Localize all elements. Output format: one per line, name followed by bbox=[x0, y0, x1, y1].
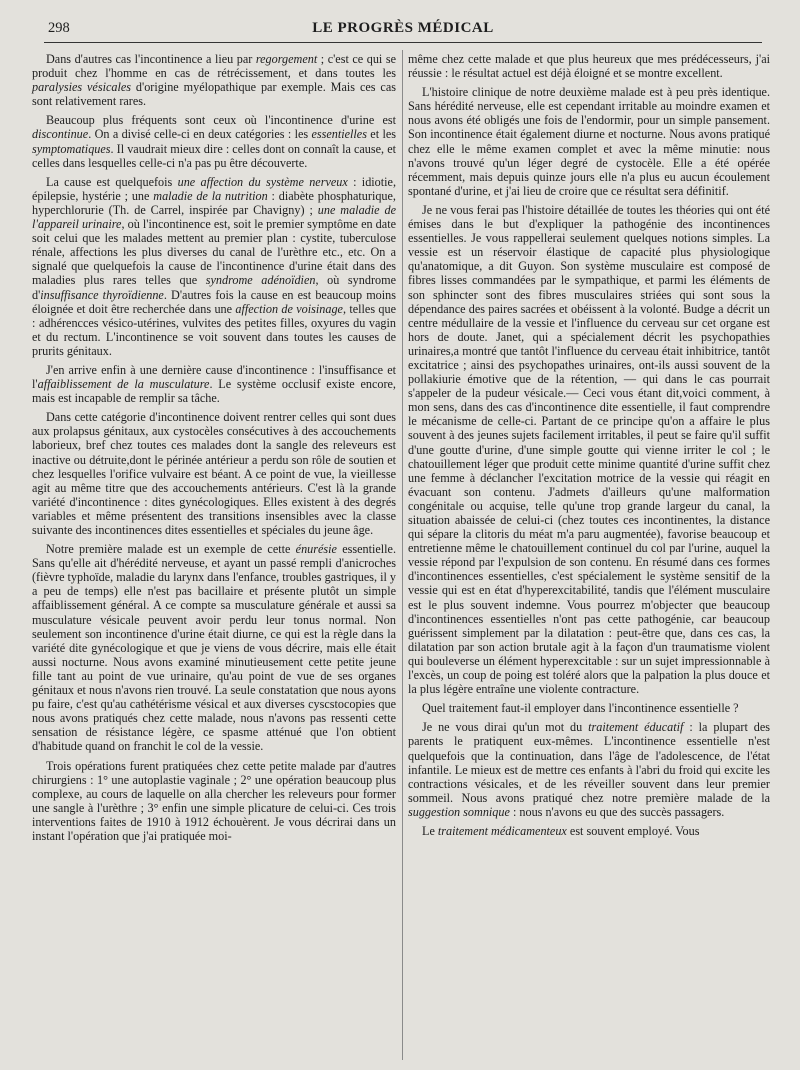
italic-term: essentielles bbox=[311, 127, 367, 142]
italic-term: énurésie bbox=[295, 542, 337, 557]
paragraph: L'histoire clinique de notre deuxième malade est à peu près identique. Sans hérédité nerveuse, elle est cependant irritable au moindre examen et nous avons été obligés une fois de l'endormir, pour un simple pansement. Son incontinence était également diurne et nocturne. Nous avons pratiqué chez elle le même examen complet et avec la même minutie: nous n'avons trouvé qu'un léger degré de cystocèle. Elle a été opérée récemment, mais depuis quinze jours elle n'a plus eu aucun écoulement spontané d'urine, et j'ai lieu de croire que ce résultat sera définitif. bbox=[408, 85, 770, 198]
italic-term: syndrome adénoïdien bbox=[205, 273, 316, 288]
paragraph: Notre première malade est un exemple de cette énurésie essentielle. Sans qu'elle ait d'hérédité nerveuse, et ayant un passé rempli d'anicroches (fièvre typhoïde, maladie du larynx dans l'enfance, troubles gastriques, il y a peu de temps) elle n'est pas bacillaire et présente plutôt un simple affaiblissement général. A ce compte sa musculature générale et aussi sa musculature vésicale peuvent avoir perdu leur tonus normal. Non seulement son incontinence d'urine était diurne, ce qui est la règle dans la variété dite gynécologique et que je viens de vous décrire, mais elle était aussi nocturne. Nous avons examiné minutieusement cette petite jeune fille tant au point de vue urinaire, qu'au point de vue de ses organes génitaux et nous n'avons rien trouvé. La seule constatation que nous ayons pu faire, c'est qu'au cathétérisme vésical et aux diverses cyscstocopies que nous avons pratiqués chez cette malade, nous n'avons pas ressenti cette sensation de résistance légère, ce spasme atténué que l'on obtient d'habitude quand on franchit le col de la vessie. bbox=[32, 542, 396, 754]
paragraph: Je ne vous dirai qu'un mot du traitement éducatif : la plupart des parents le pratiquent eux-mêmes. L'incontinence essentielle n'est quelquefois que la continuation, dans l'âge de l'adolescence, de l'état infantile. Le mieux est de mettre ces enfants à l'abri du froid qui excite les contractions vésicales, et de les réveiller souvent dans leur premier sommeil. Nous avons pratiqué chez notre première malade de la suggestion somnique : nous n'avons eu que des succès passagers. bbox=[408, 720, 771, 819]
paragraph: Quel traitement faut-il employer dans l'incontinence essentielle ? bbox=[422, 701, 739, 716]
italic-term: une maladie de l'appareil urinaire bbox=[32, 202, 396, 232]
paragraph: Trois opérations furent pratiquées chez cette petite malade par d'autres chirurgiens : 1° une autoplastie vaginale ; 2° une opération beaucoup plus complexe, au cours de laquelle on alla chercher les releveurs pour former une sangle à l'urèthre ; 3° enfin une simple plicature de celui-ci. Ces trois interventions faites de 1910 à 1912 échouèrent. Je vous décrirai dans un instant l'opération que j'ai pratiquée moi- bbox=[32, 758, 396, 843]
paragraph: même chez cette malade et que plus heureux que mes prédécesseurs, j'ai réussie : le résultat actuel est déjà éloigné et se montre excellent. bbox=[408, 52, 770, 81]
page-number: 298 bbox=[48, 20, 70, 36]
italic-term: symptomatiques bbox=[32, 141, 111, 156]
italic-term: regorgement bbox=[255, 52, 318, 66]
paragraph: Dans cette catégorie d'incontinence doivent rentrer celles qui sont dues aux prolapsus génitaux, aux cystocèles consécutives à des accouchements laborieux, bref chez toutes ces malades dont la sangle des releveurs est inactive ou détruite,dont le périnée antérieur a perdu son rôle de soutien et chez lesquelles l'orifice vulvaire est béant. A ce point de vue, la vieillesse agit au même titre que des accouchements antérieurs. C'est là la grande variété d'incontinence : dites gynécologiques. Elles existent à des degrés variables et même présentent des transitions insensibles avec la classe suivante des incontinences dites essentielles et spéciales du jeune âge. bbox=[32, 410, 396, 537]
left-column bbox=[32, 52, 396, 843]
italic-term: affaiblissement de la musculature bbox=[37, 377, 210, 392]
paragraph: J'en arrive enfin à une dernière cause d'incontinence : l'insuffisance et l'affaiblissement de la musculature. Le système occlusif existe encore, mais est incapable de remplir sa tâche. bbox=[32, 362, 396, 406]
italic-term: insuffisance thyroïdienne bbox=[40, 287, 164, 302]
right-column bbox=[408, 52, 770, 838]
journal-title: LE PROGRÈS MÉDICAL bbox=[312, 20, 494, 36]
paragraph: Dans d'autres cas l'incontinence a lieu par regorgement ; c'est ce qui se produit chez l'homme en cas de rétrécissement, et dans toutes les paralysies vésicales d'origine myélopathique par exemple. Mais ces cas sont relativement rares. bbox=[32, 52, 396, 109]
paragraph: Le traitement médicamenteux est souvent employé. Vous bbox=[422, 823, 700, 838]
italic-term: paralysies vésicales bbox=[32, 80, 131, 95]
italic-term: traitement médicamenteux bbox=[437, 823, 567, 838]
paragraph: La cause est quelquefois une affection du système nerveux : idiotie, épilepsie, hystérie ; une maladie de la nutrition : diabète phosphaturique, hyperchlorurie (Th. de Carrel, inspirée par Chavigny) ; une maladie de l'appareil urinaire, où l'incontinence est, soit le premier symptôme en date soit celui que les malades mettent au premier plan : cystite, tuberculose rénale, affections les plus diverses du canal de l'urèthre etc., etc. On a signalé que quelquefois la cause de l'incontinence d'urine était dans des maladies plus rares telles que syndrome adénoïdien, où syndrome d'insuffisance thyroïdienne. D'autres fois la cause en est beaucoup moins éloignée et doit être recherchée dans une affection de voisinage, telles que : adhérencces vésico-utérines, vulvites des petites filles, oxyures du vagin et du rectum. L'incontinence se voit souvent dans toutes les causes de prurits génitaux. bbox=[32, 174, 397, 358]
italic-term: une affection du système nerveux bbox=[177, 174, 348, 189]
italic-term: suggestion somnique bbox=[408, 804, 510, 819]
italic-term: maladie de la nutrition bbox=[153, 188, 268, 203]
column-divider bbox=[402, 50, 403, 1060]
paragraph: Je ne vous ferai pas l'histoire détaillée de toutes les théories qui ont été émises dans le but d'expliquer la pathogénie des incontinences essentielles. Je vous rappellerai seulement quelques notions simples. La vessie est un réservoir élastique de capacité plus physiologique qu'anatomique, a dit Guyon. Son système musculaire est composé de fibres lisses commandées par le sympathique, et parmi les éléments de son sphincter sont des fibres musculaires striées qui sont sous la dépendance des paires sacrées et obéissent à la volonté. Budge a décrit un centre médullaire de la vessie et l'influence du cerveau sur cet organe est hors de doute. Janet, qui a spécialement décrit les psychopathies urinaires,a montré que tantôt l'influence du cerveau était inhibitrice, tantôt excitatrice ; ainsi des psychopathes urinaires, ont-ils aussi souvent de la pollakiurie émotive que de la rétention, — qui dans le cas pourrait s'appeler de la pudeur vésicale.— Ceci vous étant dit,voici comment, à mon sens, dans des cas d'incontinence dite essentielle, il faut comprendre le mécanisme de celle-ci. Partant de ce principe qu'on a affaire le plus souvent à des jeunes sujets facilement irritables, il peut se faire qu'il suffit d'une goutte d'urine, d'une simple goutte qui vienne irriter le col ; le chatouillement léger que produit cette minime quantité d'urine suffit chez une femme à déclancher l'excitation motrice de la vessie qui réagit en évacuant son contenu. J'admets d'ailleurs qu'une malformation congénitale ou acquise, telle qu'une trop grande largeur du canal, la situation abaissée de celui-ci (chez toutes ces incontinentes, la distance qui sépare la clitoris du méat m'a paru augmentée), favorise beaucoup et entretienne même le chatouillement continuel du col par l'urine, auquel la vessie répond par l'expulsion de son contenu. En résumé dans ces formes d'incontinences essentielles, c'est spécialement le système sensitif de la vessie qui est en état d'hyperexcitabilité, tandis que l'élément musculaire est le plus souvent indemne. Vous pourrez m'objecter que beaucoup d'incontinences essentielles n'ont pas cette pathogénie, car beaucoup guérissent simplement par la dilatation : peut-être que, dans ces cas, la dilatation par son action brutale agit à la façon d'un traumatisme violent qui bouleverse un élément hyperexcitable : sur un sujet impressionnable à l'excès, un coup de poing est toléré alors que la palpation la plus douce et la plus légère entraîne une violente contracture. bbox=[408, 202, 770, 697]
page-header bbox=[44, 18, 762, 43]
italic-term: discontinue bbox=[32, 127, 89, 142]
italic-term: affection de voisinage bbox=[235, 301, 343, 316]
paragraph: Beaucoup plus fréquents sont ceux où l'incontinence d'urine est discontinue. On a divisé celle-ci en deux catégories : les essentielles et les symptomatiques. Il vaudrait mieux dire : celles dont on connaît la cause, et celles dans lesquelles celle-ci n'a pas pu être découverte. bbox=[32, 113, 396, 170]
italic-term: traitement éducatif bbox=[588, 720, 684, 735]
